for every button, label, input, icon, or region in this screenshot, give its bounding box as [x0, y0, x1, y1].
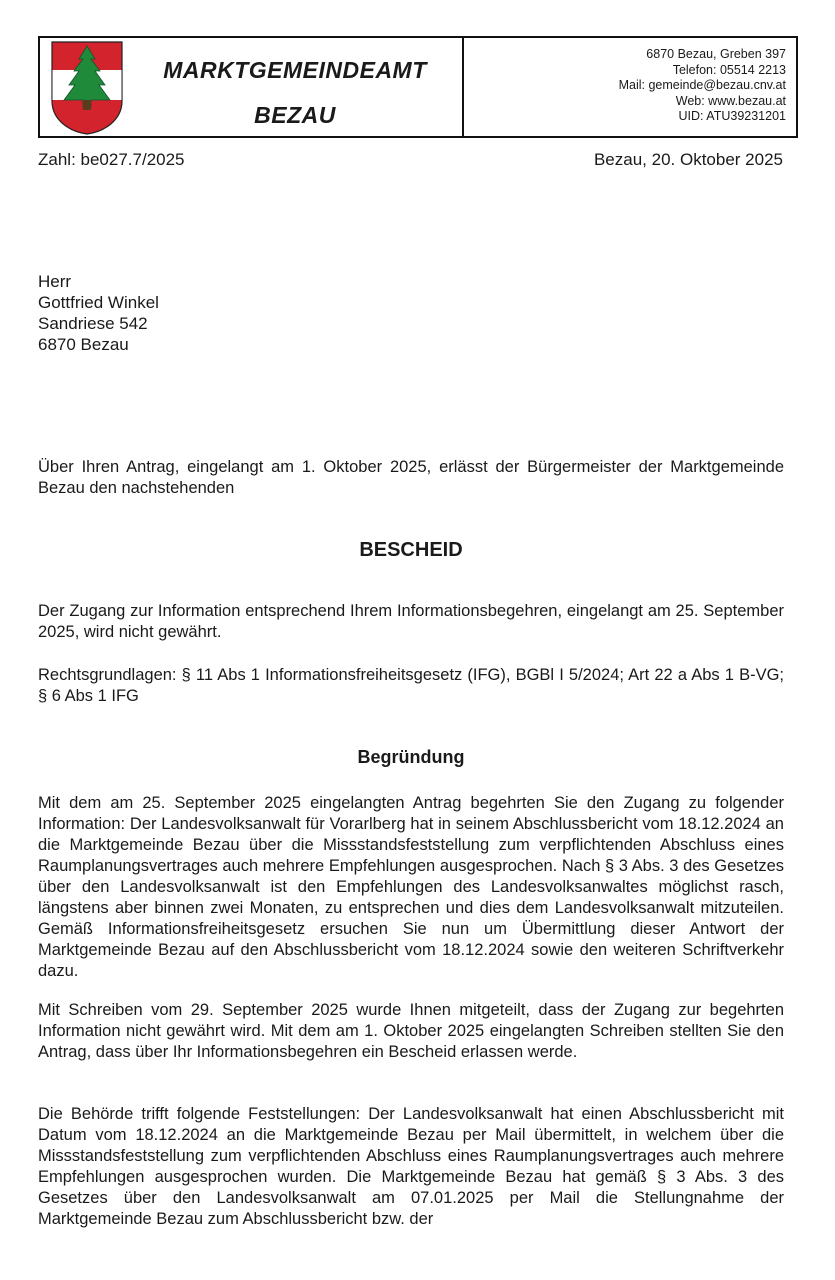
office-name-line2: BEZAU: [254, 102, 336, 128]
legal-basis-paragraph: Rechtsgrundlagen: § 11 Abs 1 Informationsfreiheitsgesetz (IFG), BGBl I 5/2024; Art 22 a Abs 1 B-VG; § 6 Abs 1 IFG: [38, 666, 784, 705]
office-name-line1: MARKTGEMEINDEAMT: [163, 57, 427, 83]
contact-uid: UID: ATU39231201: [678, 109, 786, 123]
contact-address: 6870 Bezau, Greben 397: [646, 47, 786, 61]
bezau-coat-of-arms-icon: [51, 41, 123, 135]
reasoning-title: Begründung: [357, 747, 465, 767]
contact-phone: Telefon: 05514 2213: [672, 62, 786, 77]
recipient-name: Gottfried Winkel: [38, 293, 159, 312]
letterhead: [38, 36, 798, 138]
reasoning-paragraph-2: Mit Schreiben vom 29. September 2025 wurde Ihnen mitgeteilt, dass der Zugang zur begehrten Information nicht gewährt wird. Mit dem am 1. Oktober 2025 eingelangten Schreiben stellten Sie den Antrag, dass über Ihr Informationsbegehren ein Bescheid erlassen werde.: [38, 1001, 784, 1061]
place-date: Bezau, 20. Oktober 2025: [593, 150, 783, 169]
reference-line: [38, 150, 783, 170]
letterhead-title-box: [40, 38, 464, 136]
recipient-salutation: Herr: [38, 272, 72, 291]
recipient-city: 6870 Bezau: [38, 335, 129, 354]
reasoning-paragraph-3: Die Behörde trifft folgende Feststellungen: Der Landesvolksanwalt hat einen Abschlussbericht mit Datum vom 18.12.2024 an die Marktgemeinde Bezau per Mail übermittelt, in welchem über die Missstandsfeststellung zum verpflichtenden Abschluss eines Raumplanungsvertrages auch mehrere Empfehlungen ausgesprochen wurden. Die Marktgemeinde Bezau hat gemäß § 3 Abs. 3 des Gesetzes über den Landesvolksanwalt am 07.01.2025 per Mail die Stellungnahme der Marktgemeinde Bezau zum Abschlussbericht bzw. der: [38, 1105, 784, 1228]
decision-title: BESCHEID: [359, 539, 463, 561]
decision-paragraph: Der Zugang zur Information entsprechend Ihrem Informationsbegehren, eingelangt am 25. September 2025, wird nicht gewährt.: [38, 602, 784, 641]
recipient-street: Sandriese 542: [38, 314, 148, 333]
intro-paragraph: Über Ihren Antrag, eingelangt am 1. Oktober 2025, erlässt der Bürgermeister der Marktgemeinde Bezau den nachstehenden: [38, 458, 784, 497]
reasoning-paragraph-1: Mit dem am 25. September 2025 eingelangten Antrag begehrten Sie den Zugang zu folgender Information: Der Landesvolksanwalt für Vorarlberg hat in seinem Abschlussbericht vom 18.12.2024 an die Marktgemeinde Bezau über die Missstandsfeststellung zum verpflichtenden Abschluss eines Raumplanungsvertrages auch mehrere Empfehlungen ausgesprochen. Nach § 3 Abs. 3 des Gesetzes über den Landesvolksanwalt ist den Empfehlungen des Landesvolksanwaltes möglichst rasch, längstens aber binnen zwei Monaten, zu entsprechen und dies dem Landesvolksanwalt mitzuteilen. Gemäß Informationsfreiheitsgesetz ersuchen Sie nun um Übermittlung dieser Antwort der Marktgemeinde Bezau auf den Abschlussbericht vom 18.12.2024 sowie den weiteren Schriftverkehr dazu.: [38, 794, 784, 980]
reference-number: Zahl: be027.7/2025: [38, 150, 185, 169]
contact-block: [464, 38, 796, 136]
contact-web: Web: www.bezau.at: [675, 93, 786, 108]
contact-mail: Mail: gemeinde@bezau.cnv.at: [618, 78, 786, 92]
recipient-address: [38, 271, 159, 355]
